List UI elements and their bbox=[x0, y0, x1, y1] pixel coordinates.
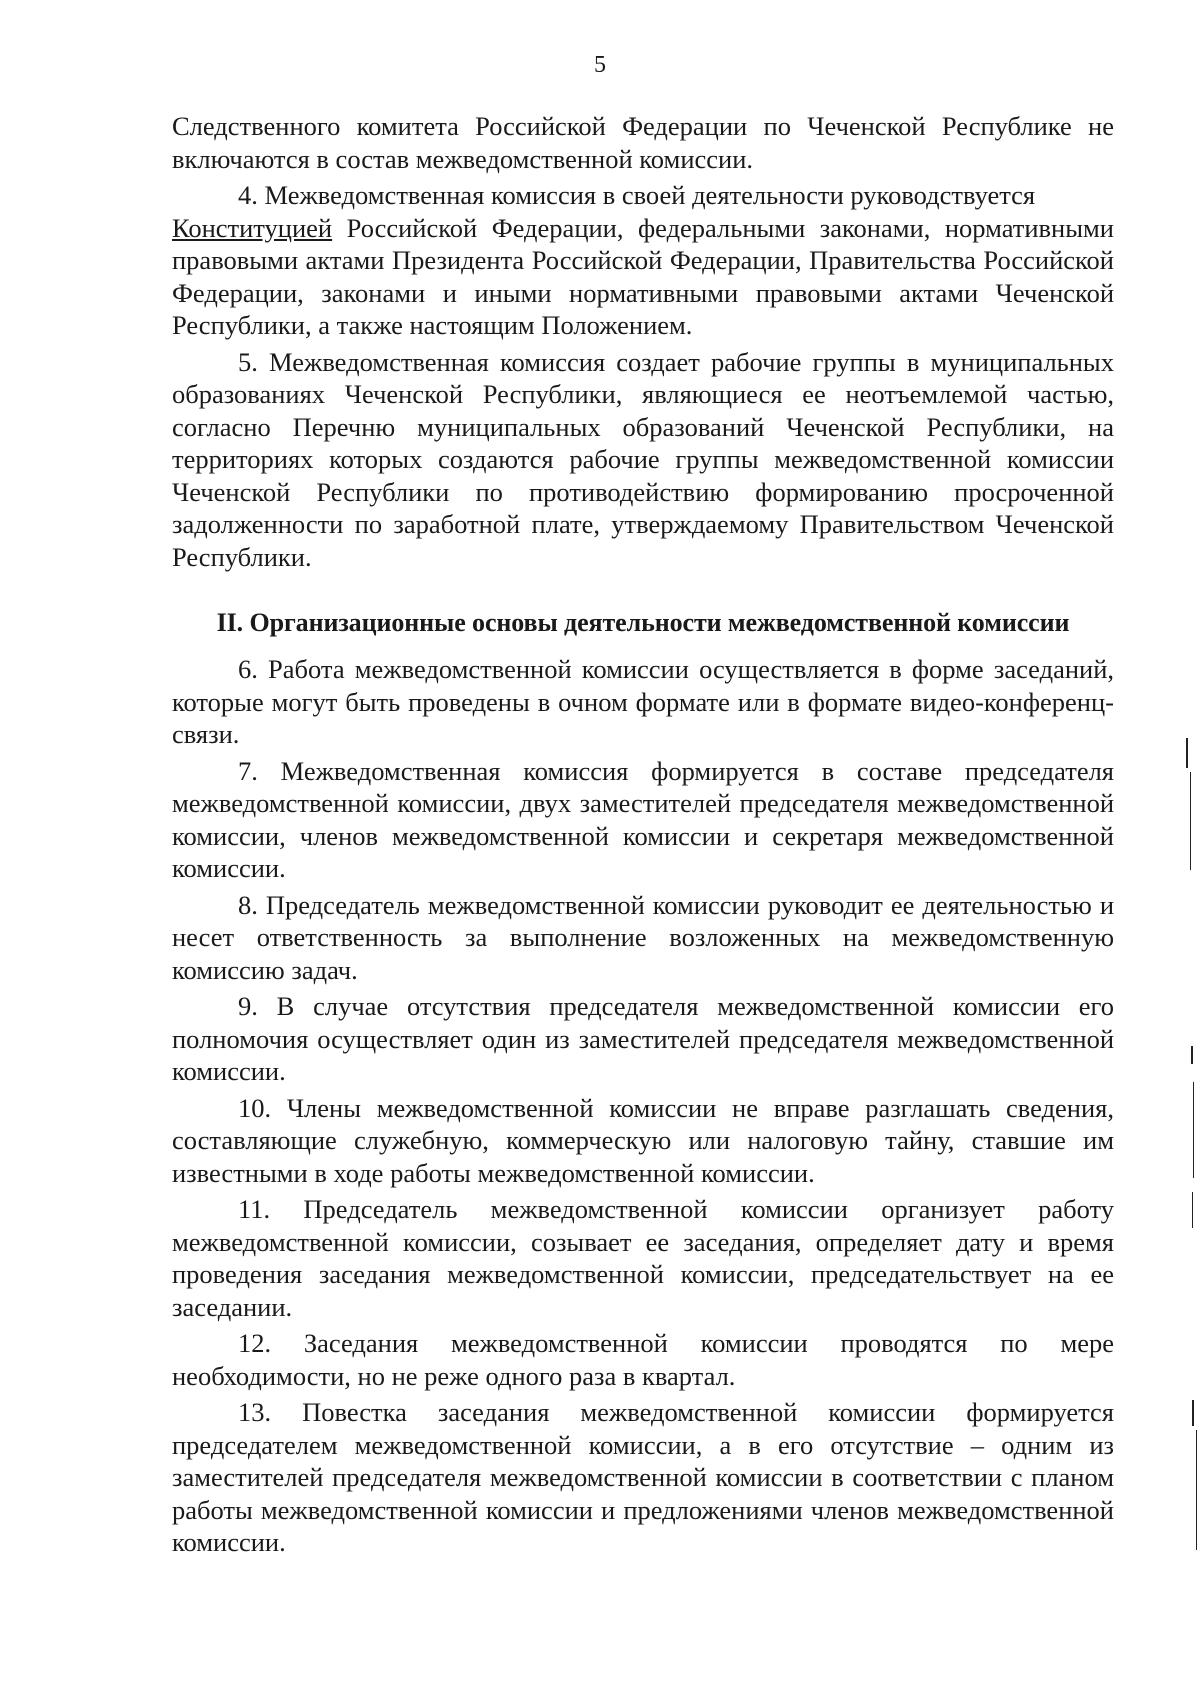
paragraph-continuation: Следственного комитета Российской Федерации по Чеченской Республике не включаются в состав межведомственной комиссии. bbox=[172, 111, 1114, 174]
paragraph-10: 10. Члены межведомственной комиссии не вправе разглашать сведения, составляющие служебную, коммерческую или налоговую тайну, ставшие им известными в ходе работы межведомственной комиссии. bbox=[172, 1092, 1114, 1188]
constitution-link[interactable]: Конституцией bbox=[172, 212, 333, 243]
scan-artifact-line bbox=[1192, 1400, 1194, 1426]
scan-artifact-line bbox=[1186, 738, 1188, 768]
paragraph-6: 6. Работа межведомственной комиссии осуществляется в форме заседаний, которые могут быть проведены в очном формате или в формате видео-конференц-связи. bbox=[172, 654, 1114, 749]
section-heading: II. Организационные основы деятельности межведомственной комиссии bbox=[216, 608, 1070, 637]
paragraph-12: 12. Заседания межведомственной комиссии проводятся по мере необходимости, но не реже одного раза в квартал. bbox=[172, 1328, 1114, 1391]
paragraph-4 bbox=[172, 179, 1114, 342]
paragraph-5: 5. Межведомственная комиссия создает рабочие группы в муниципальных образованиях Чеченской Республики, являющиеся ее неотъемлемой частью, согласно Перечню муниципальных образований Чеченской Республики, на территориях которых создаются рабочие группы межведомственной комиссии Чеченской Республики по противодействию формированию просроченной задолженности по заработной плате, утверждаемому Правительством Чеченской Республики. bbox=[172, 346, 1114, 572]
paragraph-7: 7. Межведомственная комиссия формируется в составе председателя межведомственной комиссии, двух заместителей председателя межведомственной комиссии, членов межведомственной комиссии и секретаря межведомственной комиссии. bbox=[172, 755, 1114, 883]
paragraph-4-lead: 4. Межведомственная комиссия в своей деятельности руководствуется bbox=[238, 180, 1036, 210]
paragraph-4-rest: Российской Федерации, федеральными законами, нормативными правовыми актами Президента Российской Федерации, Правительства Российской Федерации, законами и иными нормативными правовыми актами Чеченской Республики, а также настоящим Положением. bbox=[172, 212, 1114, 340]
scan-artifact-line bbox=[1191, 1046, 1193, 1064]
document-body bbox=[172, 110, 1114, 1559]
scan-artifact-line bbox=[1196, 1430, 1197, 1550]
scan-artifact-line bbox=[1192, 1192, 1193, 1228]
paragraph-9: 9. В случае отсутствия председателя межведомственной комиссии его полномочия осуществляет один из заместителей председателя межведомственной комиссии. bbox=[172, 991, 1114, 1086]
page-number: 5 bbox=[594, 52, 606, 78]
paragraph-8: 8. Председатель межведомственной комиссии руководит ее деятельностью и несет ответственность за выполнение возложенных на межведомственную комиссию задач. bbox=[172, 889, 1114, 985]
paragraph-11: 11. Председатель межведомственной комиссии организует работу межведомственной комиссии, созывает ее заседания, определяет дату и время проведения заседания межведомственной комиссии, председательствует на ее заседании. bbox=[172, 1194, 1114, 1322]
paragraph-13: 13. Повестка заседания межведомственной комиссии формируется председателем межведомственной комиссии, а в его отсутствие – одним из заместителей председателя межведомственной комиссии в соответствии с планом работы межведомственной комиссии и предложениями членов межведомственной комиссии. bbox=[172, 1397, 1114, 1557]
scan-artifact-line bbox=[1193, 1082, 1194, 1178]
scan-artifact-line bbox=[1190, 772, 1191, 870]
